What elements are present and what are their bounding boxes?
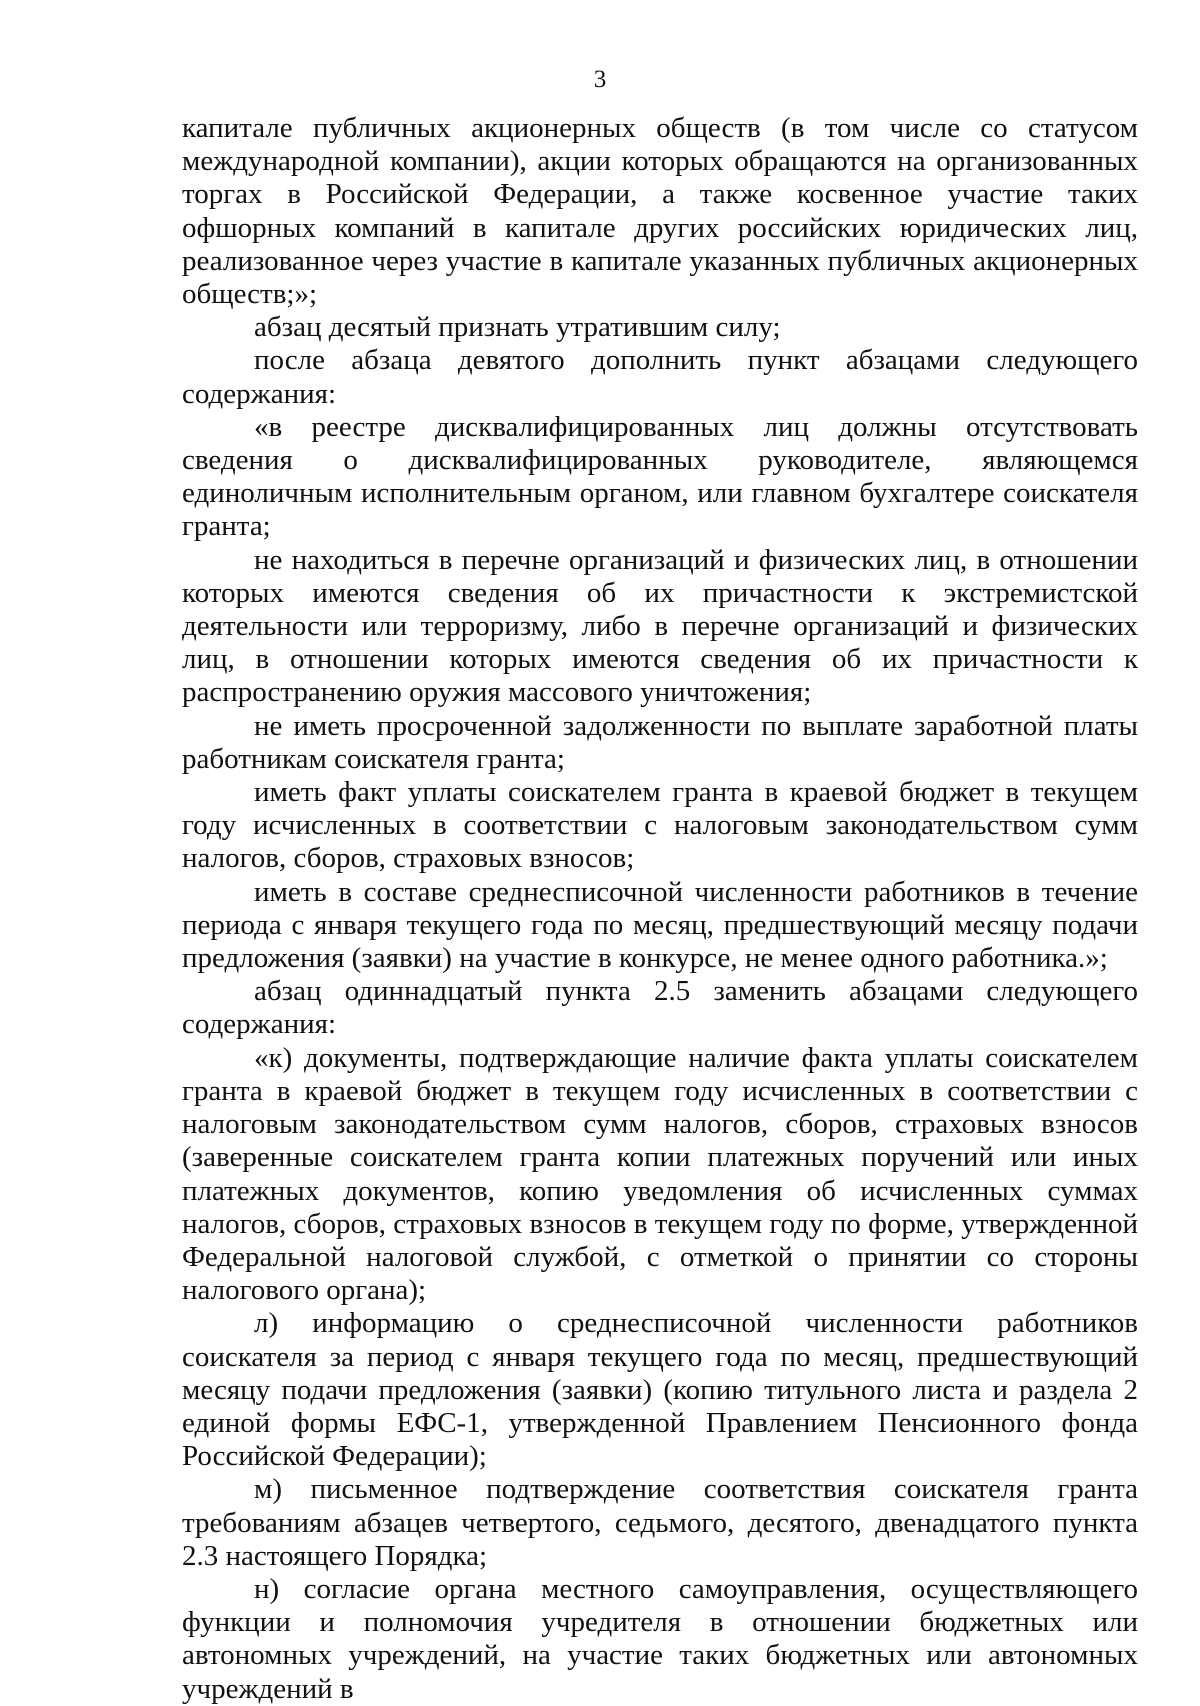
paragraph: «в реестре дисквалифицированных лиц должны отсутствовать сведения о дисквалифицированных руководителе, являющемся единоличным исполнительным органом, или главном бухгалтере соискателя гранта; (182, 410, 1138, 543)
paragraph: не иметь просроченной задолженности по выплате заработной платы работникам соискателя гранта; (182, 709, 1138, 775)
page-number: 3 (593, 66, 607, 93)
paragraph: абзац одиннадцатый пункта 2.5 заменить абзацами следующего содержания: (182, 975, 1138, 1041)
document-body (182, 112, 1138, 1706)
paragraph: н) согласие органа местного самоуправления, осуществляющего функции и полномочия учредителя в отношении бюджетных или автономных учреждений, на участие таких бюджетных или автономных учреждений в (182, 1572, 1138, 1705)
paragraph: иметь факт уплаты соискателем гранта в краевой бюджет в текущем году исчисленных в соответствии с налоговым законодательством сумм налогов, сборов, страховых взносов; (182, 776, 1138, 875)
paragraph: капитале публичных акционерных обществ (в том числе со статусом международной компании), акции которых обращаются на организованных торгах в Российской Федерации, а также косвенное участие таких офшорных компаний в капитале других российских юридических лиц, реализованное через участие в капитале указанных публичных акционерных обществ;»; (182, 112, 1138, 311)
paragraph: «к) документы, подтверждающие наличие факта уплаты соискателем гранта в краевой бюджет в текущем году исчисленных в соответствии с налоговым законодательством сумм налогов, сборов, страховых взносов (заверенные соискателем гранта копии платежных поручений или иных платежных документов, копию уведомления об исчисленных суммах налогов, сборов, страховых взносов в текущем году по форме, утвержденной Федеральной налоговой службой, с отметкой о принятии со стороны налогового органа); (182, 1041, 1138, 1307)
paragraph: не находиться в перечне организаций и физических лиц, в отношении которых имеются сведения об их причастности к экстремистской деятельности или терроризму, либо в перечне организаций и физических лиц, в отношении которых имеются сведения об их причастности к распространению оружия массового уничтожения; (182, 543, 1138, 709)
paragraph: м) письменное подтверждение соответствия соискателя гранта требованиям абзацев четвертого, седьмого, десятого, двенадцатого пункта 2.3 настоящего Порядка; (182, 1473, 1138, 1572)
paragraph: после абзаца девятого дополнить пункт абзацами следующего содержания: (182, 344, 1138, 410)
paragraph: абзац десятый признать утратившим силу; (254, 311, 781, 344)
paragraph: л) информацию о среднесписочной численности работников соискателя за период с января текущего года по месяц, предшествующий месяцу подачи предложения (заявки) (копию титульного листа и раздела 2 единой формы ЕФС-1, утвержденной Правлением Пенсионного фонда Российской Федерации); (182, 1307, 1138, 1473)
paragraph: иметь в составе среднесписочной численности работников в течение периода с января текущего года по месяц, предшествующий месяцу подачи предложения (заявки) на участие в конкурсе, не менее одного работника.»; (182, 875, 1138, 975)
